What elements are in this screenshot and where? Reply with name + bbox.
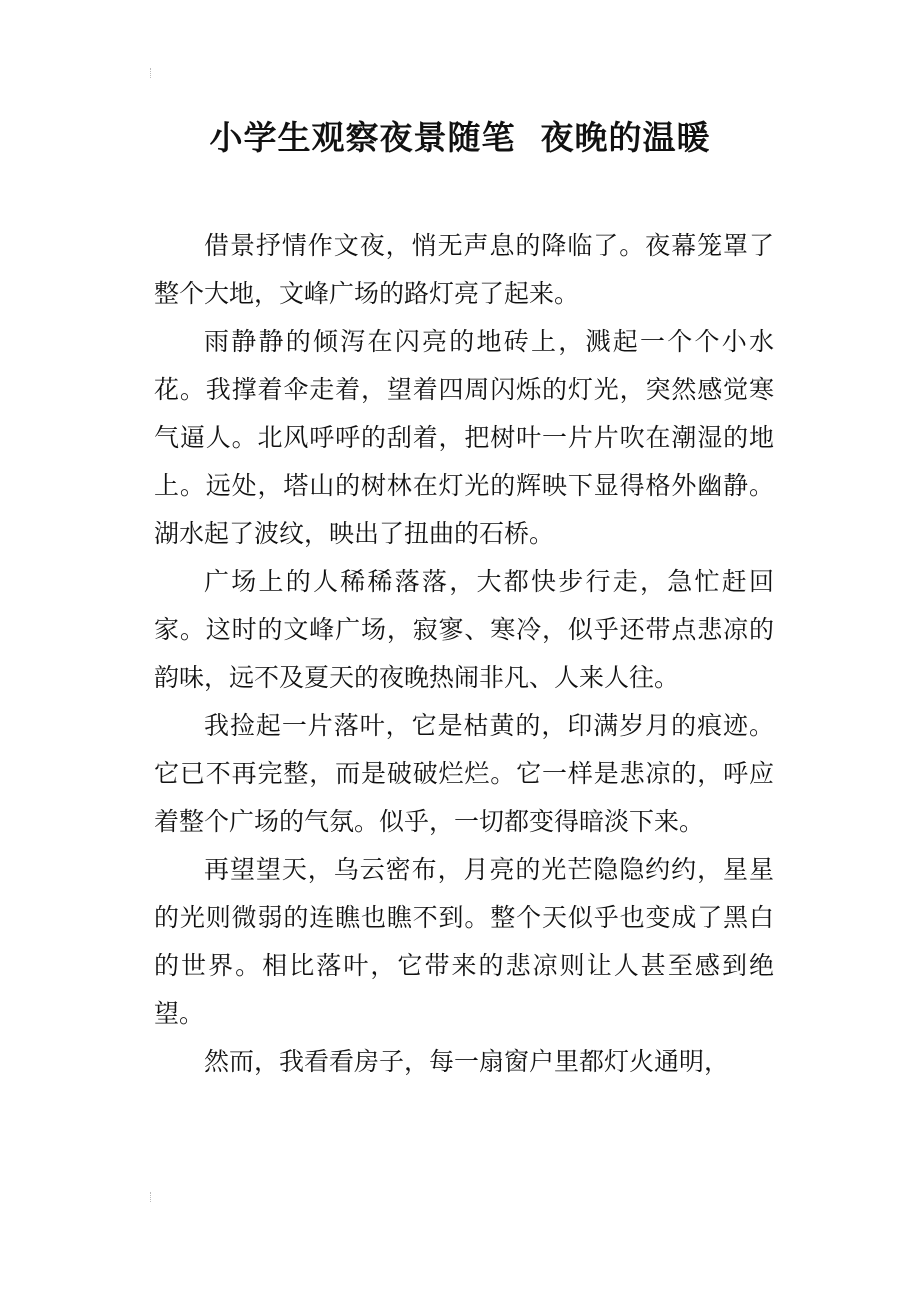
- paragraph-3: 广场上的人稀稀落落，大都快步行走，急忙赶回家。这时的文峰广场，寂寥、寒冷，似乎还带点悲凉的韵味，远不及夏天的夜晚热闹非凡、人来人往。: [154, 567, 774, 692]
- paragraph-4: 我捡起一片落叶，它是枯黄的，印满岁月的痕迹。它已不再完整，而是破破烂烂。它一样是悲凉的，呼应着整个广场的气氛。似乎，一切都变得暗淡下来。: [154, 711, 774, 836]
- paragraph-2: 雨静静的倾泻在闪亮的地砖上，溅起一个个小水花。我撑着伞走着，望着四周闪烁的灯光，突然感觉寒气逼人。北风呼呼的刮着，把树叶一片片吹在潮湿的地上。远处，塔山的树林在灯光的辉映下显得格外幽静。湖水起了波纹，映出了扭曲的石桥。: [154, 327, 774, 548]
- bottom-crop-mark: [150, 1192, 157, 1202]
- article-body: [154, 222, 774, 1086]
- top-crop-mark: [150, 68, 157, 78]
- paragraph-6: 然而，我看看房子，每一扇窗户里都灯火通明，: [204, 1047, 730, 1076]
- paragraph-1: 借景抒情作文夜，悄无声息的降临了。夜幕笼罩了整个大地，文峰广场的路灯亮了起来。: [154, 231, 774, 308]
- page-title: 小学生观察夜景随笔 夜晚的温暖: [209, 118, 711, 157]
- paragraph-5: 再望望天，乌云密布，月亮的光芒隐隐约约，星星的光则微弱的连瞧也瞧不到。整个天似乎也变成了黑白的世界。相比落叶，它带来的悲凉则让人甚至感到绝望。: [154, 855, 774, 1028]
